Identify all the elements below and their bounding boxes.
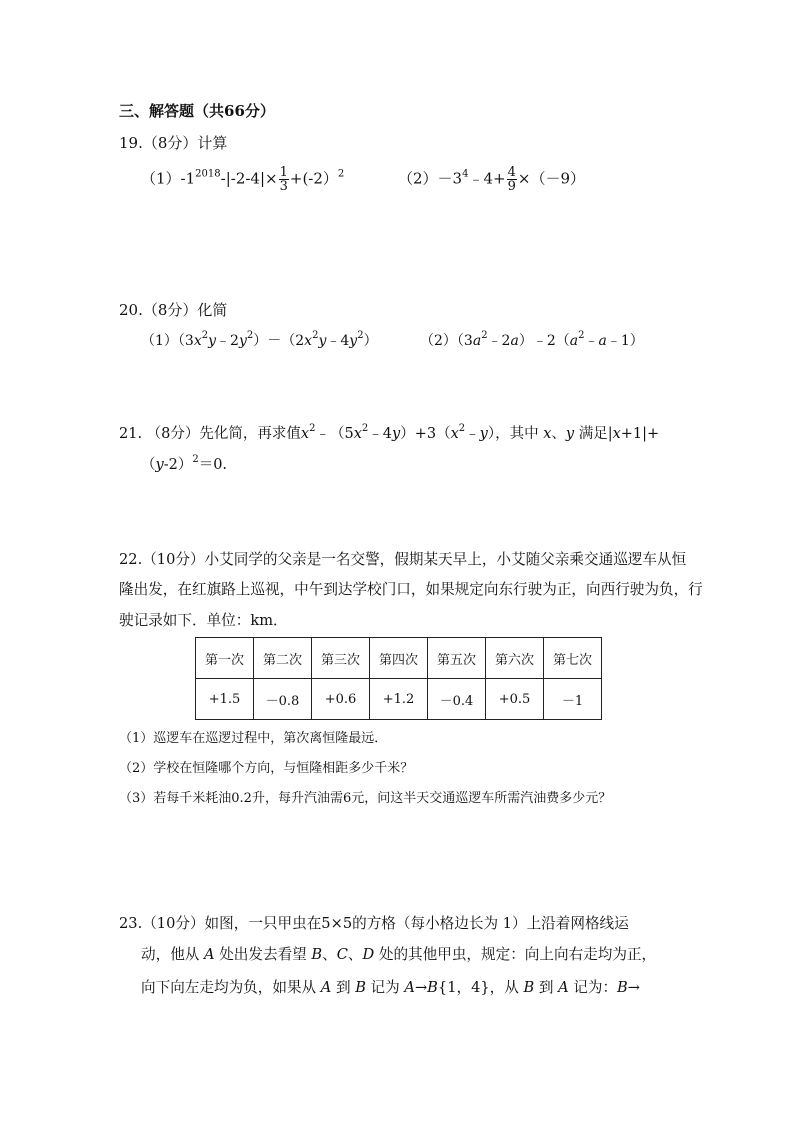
table-header-cell: 第七次 — [544, 638, 602, 679]
fraction-one-third: $\frac{1}{3}$ — [279, 165, 288, 194]
table-cell: －0.4 — [428, 679, 486, 720]
table-header-row — [196, 638, 602, 679]
q20-part2: $(2)(3a^2﹣2a)﹣2(a^2﹣a﹣1)$ — [420, 330, 644, 349]
q21-line1: 21. （8分）先化简，再求值$x^2﹣(5x^2﹣4y)+3(x^2﹣y)$，其中 x、y 满足|x+1|+ — [119, 423, 660, 442]
table-header-cell: 第六次 — [486, 638, 544, 679]
q22-line2: 隆出发，在红旗路上巡视，中午到达学校门口，如果规定向东行驶为正，向西行驶为负，行 — [119, 581, 703, 598]
table-cell: +1.5 — [196, 679, 254, 720]
q19-part1: $(1)-1^{2018}-|-2-4|\times$ $\frac{1}{3}$ +(-2）$^2$ — [141, 165, 345, 194]
table-header-cell: 第五次 — [428, 638, 486, 679]
table-header-cell: 第三次 — [312, 638, 370, 679]
q19-part2: $(2)-3^4﹣4+$ $\frac{4}{9}$ ×（－9） — [398, 165, 585, 194]
section-title: 三、解答题（共66分） — [119, 102, 275, 120]
q20-part1: $(1)(3x^2y﹣2y^2)-(2x^2y﹣4y^2)$ — [141, 330, 378, 349]
q20-heading: 20.（8分）化简 — [119, 301, 228, 319]
table-header-cell: 第二次 — [254, 638, 312, 679]
q22-line1: 22.（10分）小艾同学的父亲是一名交警，假期某天早上，小艾随父亲乘交通巡逻车从恒 — [119, 551, 687, 568]
q19-heading: 19.（8分）计算 — [119, 134, 228, 152]
table-cell: +1.2 — [370, 679, 428, 720]
table-row — [196, 679, 602, 720]
table-cell: +0.5 — [486, 679, 544, 720]
table-cell: －1 — [544, 679, 602, 720]
driving-record-table — [195, 637, 602, 720]
table-header-cell: 第四次 — [370, 638, 428, 679]
q23-line1: 23.（10分）如图，一只甲虫在5×5的方格（每小格边长为 1）上沿着网格线运 — [119, 915, 629, 932]
q23-line2: 动，他从 A 处出发去看望 B、C、D 处的其他甲虫，规定：向上向右走均为正， — [141, 946, 657, 963]
q22-sub1: （1）巡逻车在巡逻过程中，第次离恒隆最远． — [119, 731, 388, 746]
table-cell: －0.8 — [254, 679, 312, 720]
q23-line3: 向下向左走均为负，如果从 A 到 B 记为 A→B{1，4}，从 B 到 A 记为：B→ — [141, 979, 641, 996]
q22-sub2: （2）学校在恒隆哪个方向，与恒隆相距多少千米？ — [119, 761, 414, 776]
q22-line3: 驶记录如下．单位：km． — [119, 612, 288, 629]
q22-sub3: （3）若每千米耗油0.2升，每升汽油需6元，问这半天交通巡逻车所需汽油费多少元？ — [119, 791, 612, 806]
table-cell: +0.6 — [312, 679, 370, 720]
fraction-four-ninths: $\frac{4}{9}$ — [507, 165, 516, 194]
q21-line2: $(y-2)^2=0$. — [141, 454, 228, 473]
table-header-cell: 第一次 — [196, 638, 254, 679]
